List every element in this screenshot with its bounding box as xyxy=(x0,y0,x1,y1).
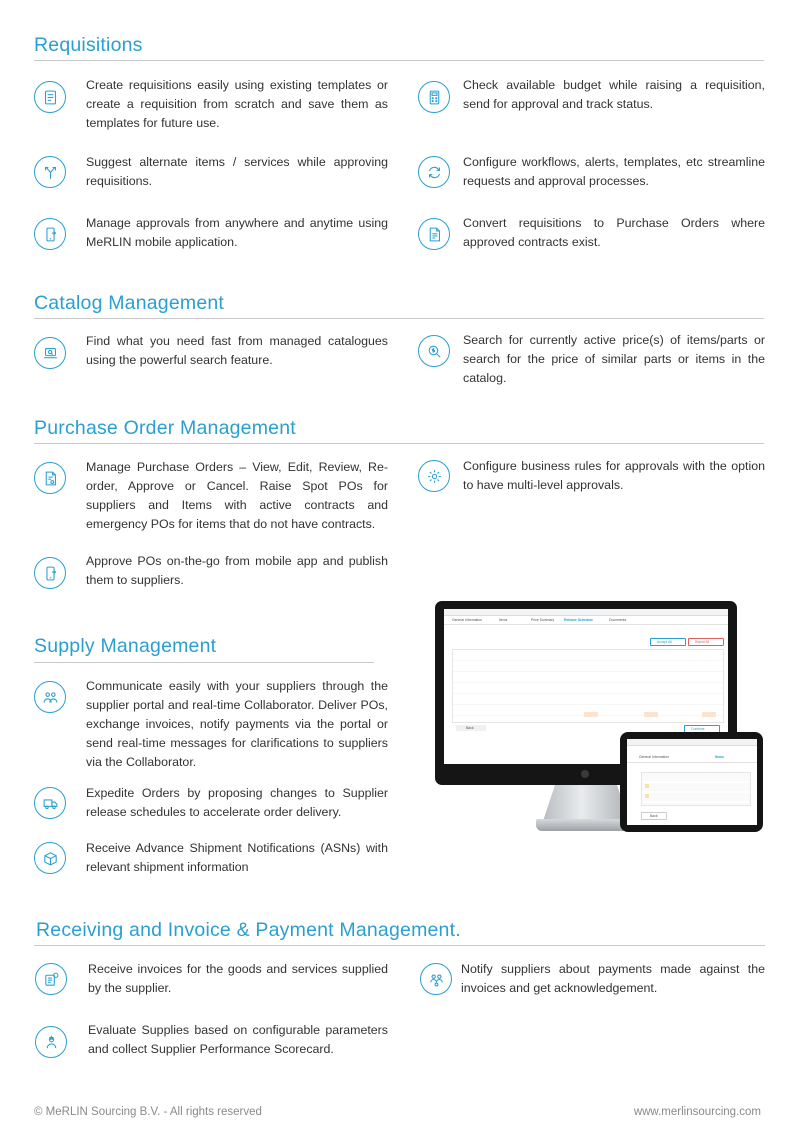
feature-text: Communicate easily with your suppliers through the supplier portal and real-time Collaborator. Deliver POs, exchange invoices, notify payments via the portal or send real-time messages for clarifications to suppliers via the Collaborator. xyxy=(86,679,388,769)
app-header xyxy=(444,609,728,616)
tablet-mockup xyxy=(620,732,763,832)
delivery-truck-icon xyxy=(34,787,66,819)
budget-calculator-icon xyxy=(418,81,450,113)
mobile-approval-icon xyxy=(34,218,66,250)
tablet-tab-bar xyxy=(627,753,757,763)
footer-copyright: © MeRLIN Sourcing B.V. - All rights reserved xyxy=(34,1106,262,1118)
section-title-catalog: Catalog Management xyxy=(34,292,225,314)
section-title-requisitions: Requisitions xyxy=(34,34,143,56)
feature-text: Approve POs on-the-go from mobile app and publish them to suppliers. xyxy=(86,554,388,587)
feature-text: Manage Purchase Orders – View, Edit, Review, Re-order, Approve or Cancel. Raise Spot POs for suppliers and Items with active contracts and emergency POs for items that do not have contracts. xyxy=(86,460,388,531)
highlight-cell xyxy=(644,712,658,717)
feature-text: Check available budget while raising a requisition, send for approval and track status. xyxy=(463,78,765,111)
section-divider xyxy=(34,443,764,444)
tablet-back-button[interactable]: Back xyxy=(641,812,667,820)
split-arrows-icon xyxy=(34,156,66,188)
purchase-order-document-icon xyxy=(34,462,66,494)
feature-text: Manage approvals from anywhere and anytime using MeRLIN mobile application. xyxy=(86,216,388,249)
row-marker xyxy=(645,784,649,788)
tab-documents[interactable]: Documents xyxy=(609,618,627,622)
feature-text: Configure business rules for approvals with the option to have multi-level approvals. xyxy=(463,459,765,492)
template-list-icon xyxy=(34,81,66,113)
supplier-payment-icon xyxy=(420,963,452,995)
tablet-tab-general[interactable]: General Information xyxy=(639,755,669,759)
gear-rules-icon xyxy=(418,460,450,492)
invoice-receive-icon xyxy=(35,963,67,995)
feature-text: Expedite Orders by proposing changes to Supplier release schedules to accelerate order delivery. xyxy=(86,786,388,819)
accept-all-button[interactable]: Accept All xyxy=(650,638,686,646)
section-title-supply: Supply Management xyxy=(34,635,217,657)
feature-text: Receive invoices for the goods and services supplied by the supplier. xyxy=(88,962,388,995)
reject-all-button[interactable]: Reject All xyxy=(688,638,724,646)
section-title-receiving: Receiving and Invoice & Payment Management. xyxy=(36,919,461,941)
collaboration-people-icon xyxy=(34,681,66,713)
feature-text: Suggest alternate items / services while approving requisitions. xyxy=(86,155,388,188)
feature-text: Create requisitions easily using existing templates or create a requisition from scratch and save them as templates for future use. xyxy=(86,78,388,130)
feature-text: Configure workflows, alerts, templates, etc streamline requests and approval processes. xyxy=(463,155,765,188)
feature-text: Find what you need fast from managed catalogues using the powerful search feature. xyxy=(86,334,388,367)
monitor-stand xyxy=(543,785,629,821)
workflow-cycle-icon xyxy=(418,156,450,188)
tablet-tab-items[interactable]: Items xyxy=(715,755,724,759)
tab-items[interactable]: Items xyxy=(499,618,508,622)
section-title-purchase-order: Purchase Order Management xyxy=(34,417,296,439)
row-marker xyxy=(645,794,649,798)
back-button[interactable]: Back xyxy=(456,725,486,731)
price-search-icon xyxy=(418,335,450,367)
section-divider xyxy=(34,945,765,946)
highlight-cell xyxy=(702,712,716,717)
tab-release-schedule[interactable]: Release Schedule xyxy=(564,618,593,622)
footer-website-link[interactable]: www.merlinsourcing.com xyxy=(633,1106,761,1118)
feature-text: Convert requisitions to Purchase Orders where approved contracts exist. xyxy=(463,216,765,249)
scorecard-rating-icon xyxy=(35,1026,67,1058)
shipment-box-icon xyxy=(34,842,66,874)
tab-general-information[interactable]: General Information xyxy=(452,618,482,622)
feature-text: Receive Advance Shipment Notifications (ASNs) with relevant shipment information xyxy=(86,841,388,874)
monitor-tab-bar xyxy=(444,617,728,625)
tablet-screen xyxy=(627,739,757,825)
section-divider xyxy=(34,662,374,663)
apple-logo-icon xyxy=(581,770,589,778)
feature-text: Evaluate Supplies based on configurable parameters and collect Supplier Performance Scorecard. xyxy=(88,1023,388,1056)
tab-price-summary[interactable]: Price Summary xyxy=(531,618,555,622)
mobile-publish-icon xyxy=(34,557,66,589)
feature-text: Notify suppliers about payments made against the invoices and get acknowledgement. xyxy=(461,962,765,995)
contract-document-icon xyxy=(418,218,450,250)
tablet-header xyxy=(627,739,757,746)
section-divider xyxy=(34,318,764,319)
section-divider xyxy=(34,60,764,61)
laptop-search-icon xyxy=(34,337,66,369)
continue-button[interactable]: Continue xyxy=(684,725,720,733)
feature-text: Search for currently active price(s) of items/parts or search for the price of similar parts or items in the catalog. xyxy=(463,333,765,385)
highlight-cell xyxy=(584,712,598,717)
tablet-items-table xyxy=(641,772,751,806)
